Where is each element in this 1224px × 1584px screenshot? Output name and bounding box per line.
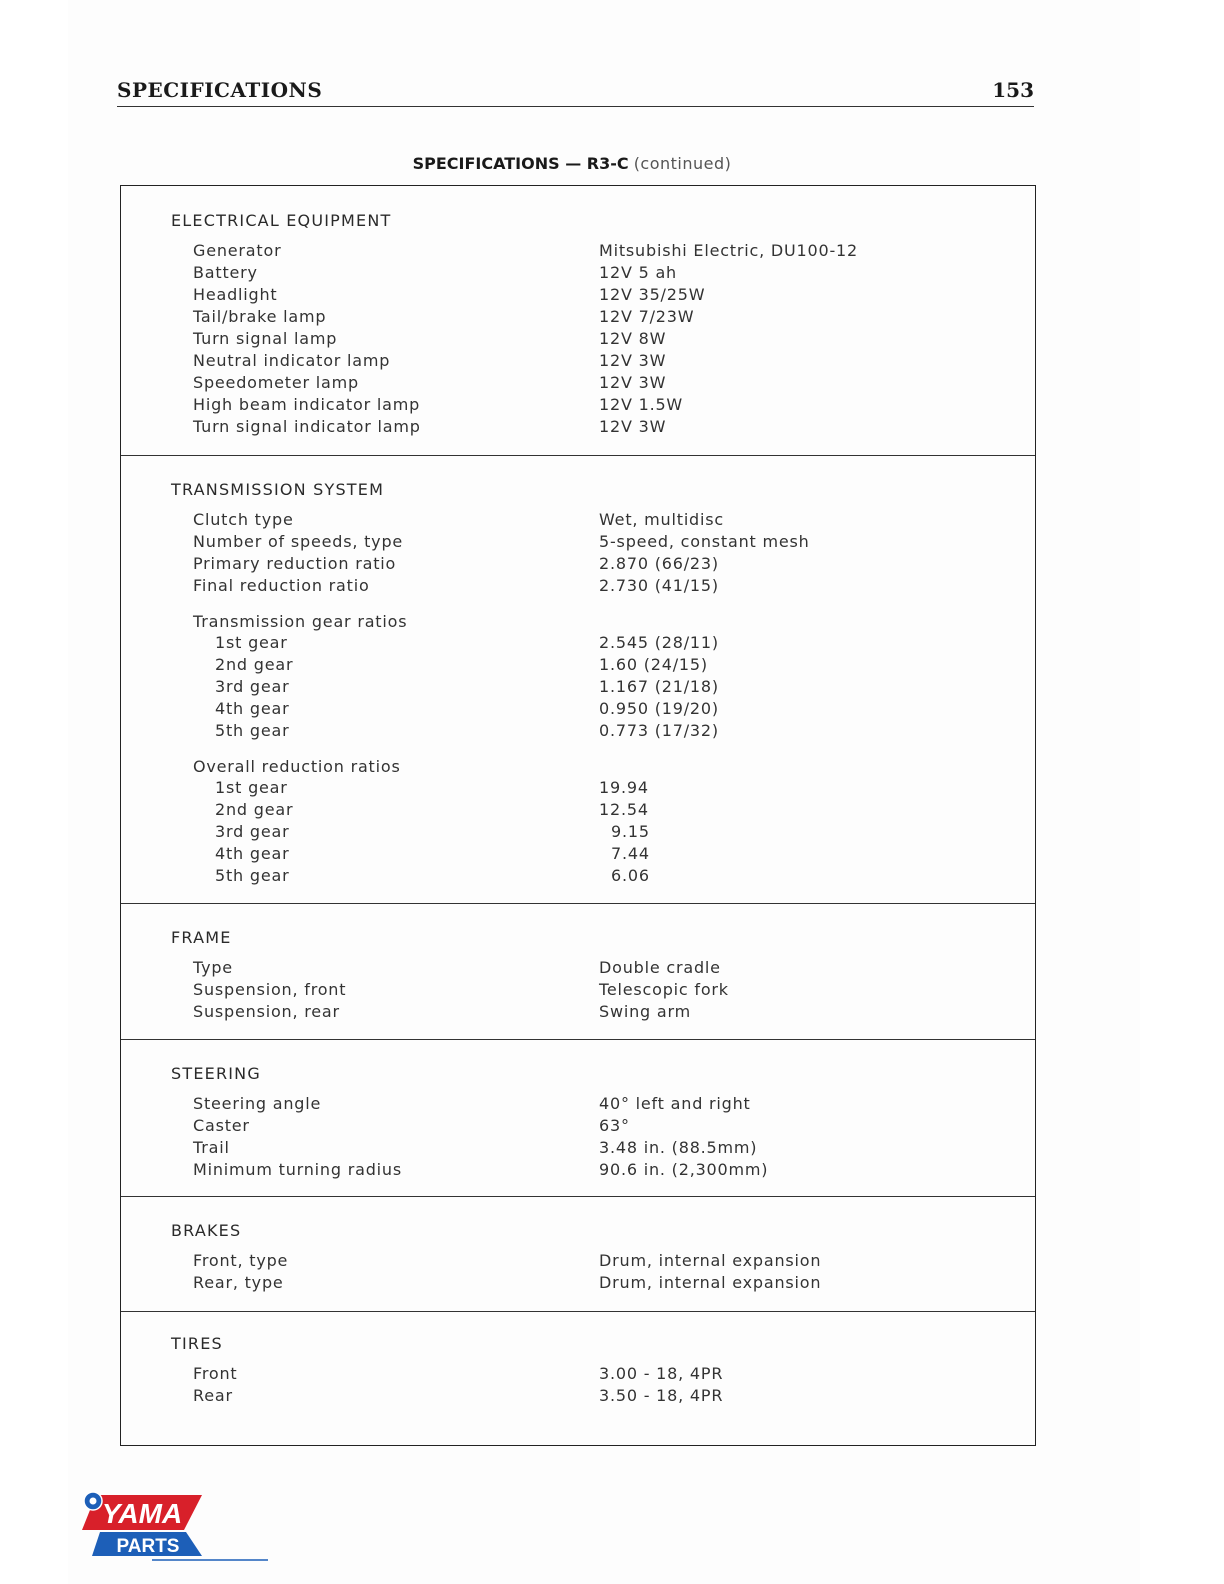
section-transmission	[121, 456, 1035, 904]
spec-row	[121, 417, 1035, 439]
spec-value: 1.60 (24/15)	[599, 655, 708, 674]
subsection-heading	[121, 612, 1035, 634]
spec-label: Headlight	[193, 285, 278, 304]
spec-row	[121, 351, 1035, 373]
spec-value: 6.06	[611, 866, 650, 885]
spec-row	[121, 778, 1035, 800]
logo-text-yama: YAMA	[101, 1498, 183, 1529]
spec-label: Minimum turning radius	[193, 1160, 402, 1179]
spec-value: 7.44	[611, 844, 650, 863]
spec-label: Rear, type	[193, 1273, 284, 1292]
spec-value: Wet, multidisc	[599, 510, 724, 529]
spec-value: 0.950 (19/20)	[599, 699, 719, 718]
spec-label: Trail	[193, 1138, 230, 1157]
spec-row	[121, 329, 1035, 351]
spec-label: Turn signal lamp	[193, 329, 338, 348]
spec-value: 2.545 (28/11)	[599, 633, 719, 652]
spec-value: 12V 3W	[599, 351, 667, 370]
spec-row	[121, 866, 1035, 888]
spec-row	[121, 980, 1035, 1002]
page-number: 153	[992, 78, 1034, 102]
section-tires	[121, 1312, 1035, 1445]
spec-value: Double cradle	[599, 958, 721, 977]
spec-value: 3.50 - 18, 4PR	[599, 1386, 724, 1405]
spec-value: 12V 3W	[599, 417, 667, 436]
spec-label: Front	[193, 1364, 238, 1383]
spec-label: 3rd gear	[215, 677, 290, 696]
header-rule	[117, 106, 1034, 107]
table-title-note: (continued)	[633, 154, 732, 173]
spec-row	[121, 241, 1035, 263]
spec-row	[121, 1116, 1035, 1138]
spec-value: 90.6 in. (2,300mm)	[599, 1160, 769, 1179]
spec-label: Generator	[193, 241, 282, 260]
emblem-center	[90, 1498, 97, 1505]
spec-row	[121, 1251, 1035, 1273]
section-title: TIRES	[171, 1334, 223, 1353]
spec-value: 2.870 (66/23)	[599, 554, 719, 573]
section-frame	[121, 904, 1035, 1040]
spec-row	[121, 958, 1035, 980]
spec-label: Speedometer lamp	[193, 373, 359, 392]
spec-label: Tail/brake lamp	[193, 307, 327, 326]
spec-label: 5th gear	[215, 866, 290, 885]
spec-value: 12V 1.5W	[599, 395, 684, 414]
spec-row	[121, 699, 1035, 721]
spec-value: Drum, internal expansion	[599, 1251, 822, 1270]
table-title-main: SPECIFICATIONS — R3-C	[412, 154, 629, 173]
section-title: TRANSMISSION SYSTEM	[171, 480, 385, 499]
yamaparts-logo	[82, 1490, 272, 1562]
spec-row	[121, 721, 1035, 743]
spec-row	[121, 532, 1035, 554]
spec-value: 12V 5 ah	[599, 263, 678, 282]
spec-label: Suspension, front	[193, 980, 347, 999]
spec-row	[121, 1094, 1035, 1116]
spec-value: 63°	[599, 1116, 630, 1135]
table-title	[0, 154, 1144, 173]
spec-label: Final reduction ratio	[193, 576, 370, 595]
spec-row	[121, 800, 1035, 822]
spec-label: 2nd gear	[215, 655, 294, 674]
spec-row	[121, 263, 1035, 285]
section-title: STEERING	[171, 1064, 261, 1083]
spec-value: 12V 3W	[599, 373, 667, 392]
gear-ratios-heading: Transmission gear ratios	[193, 612, 408, 631]
spec-row	[121, 1364, 1035, 1386]
spec-row	[121, 1138, 1035, 1160]
spec-label: 4th gear	[215, 699, 290, 718]
section-title: FRAME	[171, 928, 232, 947]
logo-text-parts: PARTS	[116, 1536, 180, 1557]
spec-label: 3rd gear	[215, 822, 290, 841]
spec-label: 2nd gear	[215, 800, 294, 819]
spec-value: 12V 8W	[599, 329, 667, 348]
spec-row	[121, 576, 1035, 598]
spec-label: Steering angle	[193, 1094, 322, 1113]
spec-label: Neutral indicator lamp	[193, 351, 391, 370]
spec-row	[121, 655, 1035, 677]
overall-ratios-heading: Overall reduction ratios	[193, 757, 401, 776]
section-title: BRAKES	[171, 1221, 242, 1240]
spec-value: 12.54	[599, 800, 649, 819]
spec-value: 2.730 (41/15)	[599, 576, 719, 595]
spec-label: 5th gear	[215, 721, 290, 740]
spec-value: 12V 7/23W	[599, 307, 695, 326]
running-header-title: SPECIFICATIONS	[117, 78, 323, 102]
spec-table	[120, 185, 1036, 1446]
spec-value: Telescopic fork	[599, 980, 729, 999]
spec-value: 19.94	[599, 778, 649, 797]
spec-value: Drum, internal expansion	[599, 1273, 822, 1292]
spec-label: Primary reduction ratio	[193, 554, 397, 573]
spec-value: 5-speed, constant mesh	[599, 532, 810, 551]
spec-row	[121, 307, 1035, 329]
spec-row	[121, 395, 1035, 417]
subsection-heading	[121, 757, 1035, 779]
spec-value: 3.48 in. (88.5mm)	[599, 1138, 758, 1157]
spec-label: Front, type	[193, 1251, 289, 1270]
spec-value: 0.773 (17/32)	[599, 721, 719, 740]
spec-label: Number of speeds, type	[193, 532, 404, 551]
spec-row	[121, 1160, 1035, 1182]
spec-row	[121, 554, 1035, 576]
spec-value: 40° left and right	[599, 1094, 751, 1113]
spec-row	[121, 373, 1035, 395]
spec-row	[121, 677, 1035, 699]
spec-value: Mitsubishi Electric, DU100-12	[599, 241, 858, 260]
spec-label: Battery	[193, 263, 258, 282]
spec-label: 1st gear	[215, 778, 288, 797]
spec-row	[121, 1386, 1035, 1408]
spec-value: 9.15	[611, 822, 650, 841]
spec-row	[121, 1002, 1035, 1024]
spec-value: Swing arm	[599, 1002, 691, 1021]
spec-label: Rear	[193, 1386, 233, 1405]
spec-row	[121, 844, 1035, 866]
section-brakes	[121, 1197, 1035, 1312]
spec-label: Caster	[193, 1116, 250, 1135]
spec-value: 1.167 (21/18)	[599, 677, 719, 696]
section-electrical	[121, 186, 1035, 456]
spec-row	[121, 822, 1035, 844]
spec-label: High beam indicator lamp	[193, 395, 421, 414]
spec-row	[121, 510, 1035, 532]
spec-label: 4th gear	[215, 844, 290, 863]
spec-row	[121, 1273, 1035, 1295]
section-steering	[121, 1040, 1035, 1197]
spec-label: Type	[193, 958, 233, 977]
spec-label: Suspension, rear	[193, 1002, 340, 1021]
section-title: ELECTRICAL EQUIPMENT	[171, 211, 392, 230]
spec-row	[121, 285, 1035, 307]
spec-label: 1st gear	[215, 633, 288, 652]
spec-label: Turn signal indicator lamp	[193, 417, 421, 436]
spec-value: 3.00 - 18, 4PR	[599, 1364, 724, 1383]
spec-value: 12V 35/25W	[599, 285, 706, 304]
logo-graphic	[82, 1490, 272, 1562]
spec-row	[121, 633, 1035, 655]
spec-label: Clutch type	[193, 510, 294, 529]
